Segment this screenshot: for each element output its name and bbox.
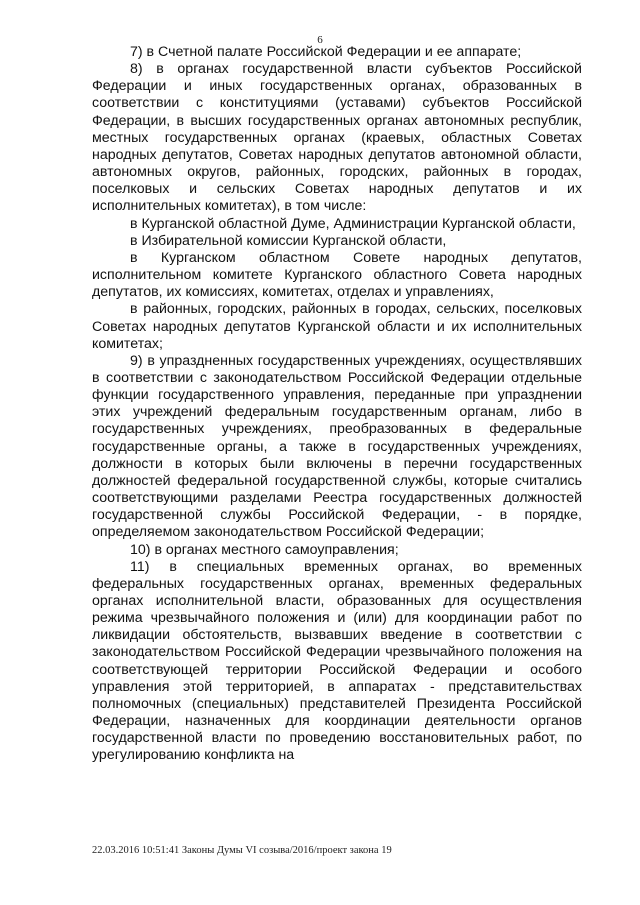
footer-document-path: 22.03.2016 10:51:41 Законы Думы VI созыва/2016/проект закона 19 [92, 845, 392, 856]
page-number: 6 [317, 34, 323, 46]
paragraph-item-7: 7) в Счетной палате Российской Федерации и ее аппарате; [130, 44, 522, 60]
paragraph-kurgan-duma: в Курганской областной Думе, Администрации Курганской области, [130, 215, 576, 232]
paragraph-item-8: 8) в органах государственной власти субъектов Российской Федерации и иных государственных органах, образованных в соответствии с конституциями (уставами) субъектов Российской Федерации, в высших государственных органах автономных республик, местных государственных органах (краевых, областных Советах народных депутатов, Советах народных депутатов автономной области, автономных округов, районных, городских, районных в городах, поселковых и сельских Советах народных депутатов и их исполнительных комитетах), в том числе: [92, 61, 582, 215]
paragraph-local-soviets: в районных, городских, районных в городах, сельских, поселковых Советах народных депутатов Курганской области и их исполнительных комитетах; [92, 301, 582, 352]
paragraph-item-11: 11) в специальных временных органах, во временных федеральных государственных органах, временных федеральных органах исполнительной власти, образованных для осуществления режима чрезвычайного положения и (или) для координации работ по ликвидации обстоятельств, вызвавших введение в соответствии с законодательством Российской Федерации чрезвычайного положения на соответствующей территории Российской Федерации и особого управления этой территорией, в аппаратах - представительствах полномочных (специальных) представителей Президента Российской Федерации, назначенных для координации деятельности органов государственной власти по проведению восстановительных работ, по урегулированию конфликта на [92, 558, 582, 764]
paragraph-regional-soviet: в Курганском областном Совете народных депутатов, исполнительном комитете Курганского областного Совета народных депутатов, их комиссиях, комитетах, отделах и управлениях, [92, 249, 582, 301]
paragraph-item-10: 10) в органах местного самоуправления; [130, 541, 399, 558]
document-body [92, 44, 582, 765]
paragraph-election-commission: в Избирательной комиссии Курганской области, [130, 232, 447, 249]
paragraph-item-9: 9) в упраздненных государственных учреждениях, осуществлявших в соответствии с законодательством Российской Федерации отдельные функции государственного управления, переданные при упразднении этих учреждений федеральным государственным органам, либо в государственных учреждениях, преобразованных в федеральные государственные органы, а также в государственных учреждениях, должности в которых были включены в перечни государственных должностей федеральной государственной службы, которые считались соответствующими разделами Реестра государственных должностей государственной службы Российской Федерации, - в порядке, определяемом законодательством Российской Федерации; [92, 352, 582, 541]
